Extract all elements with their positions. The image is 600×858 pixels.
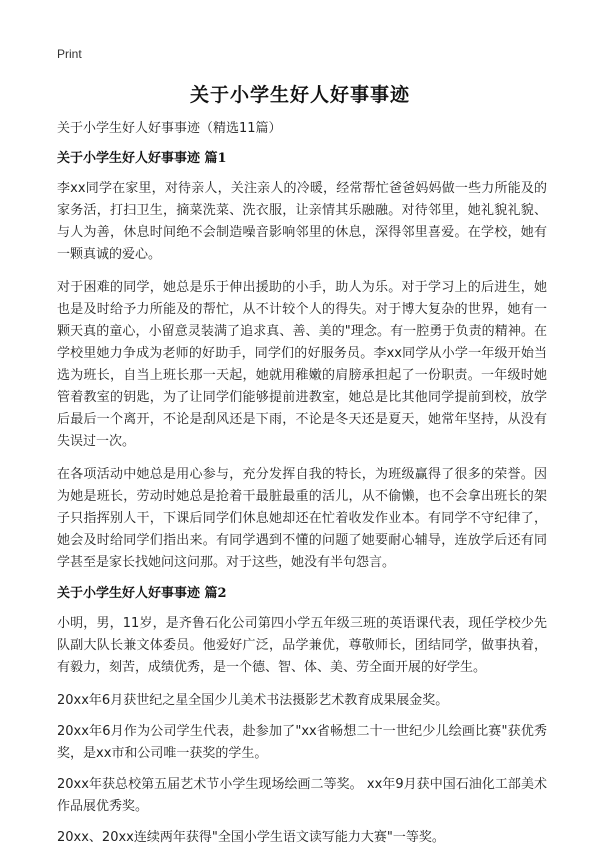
paragraph: 李xx同学在家里，对待亲人，关注亲人的冷暖，经常帮忙爸爸妈妈做一些力所能及的家务活，打扫卫生，摘菜洗菜、洗衣服，让亲情其乐融融。对待邻里，她礼貌礼貌、与人为善，休息时间绝不会制造噪音影响邻里的休息，深得邻里喜爱。在学校，她有一颗真诚的爱心。: [57, 181, 547, 262]
document-title: 关于小学生好人好事事迹: [189, 84, 410, 106]
paragraph: 20xx年6月作为公司学生代表，赴参加了"xx省畅想二十一世纪少儿绘画比赛"获优秀奖，是xx市和公司唯一获奖的学生。: [57, 724, 547, 761]
section-heading: 关于小学生好人好事事迹 篇1: [57, 151, 227, 166]
paragraph: 小明，男，11岁，是齐鲁石化公司第四小学五年级三班的英语课代表，现任学校少先队副大队长兼文体委员。他爱好广泛，品学兼优，尊敬师长，团结同学，做事执着，有毅力，刻苦，成绩优秀，是一个德、智、体、美、劳全面开展的好学生。: [57, 616, 547, 675]
section-2: [57, 585, 547, 849]
paragraph: 20xx、20xx连续两年获得"全国小学生语文读写能力大赛"一等奖。: [57, 830, 445, 845]
document-subtitle: 关于小学生好人好事事迹（精选11篇）: [57, 121, 282, 136]
paragraph: 在各项活动中她总是用心参与，充分发挥自我的特长，为班级赢得了很多的荣誉。因为她是班长，劳动时她总是抢着干最脏最重的活儿，从不偷懒，也不会拿出班长的架子只指挥别人干，下课后同学们休息她却还在忙着收发作业本。有同学不守纪律了，她会及时给同学们指出来。有同学遇到不懂的问题了她要耐心辅导，连放学后还有同学甚至是家长找她问这问那。对于这些，她没有半句怨言。: [57, 467, 547, 570]
paragraph: 20xx年6月获世纪之星全国少儿美术书法摄影艺术教育成果展金奖。: [57, 693, 449, 708]
paragraph: 对于困难的同学，她总是乐于伸出援助的小手，助人为乐。对于学习上的后进生，她也是及时给予力所能及的帮忙，从不计较个人的得失。对于博大复杂的世界，她有一颗天真的童心，小留意灵装满了追求真、善、美的"理念。有一腔勇于负责的精神。在学校里她力争成为老师的好助手，同学们的好服务员。李xx同学从小学一年级开始当选为班长，自当上班长那一天起，她就用稚嫩的肩膀承担起了一份职责。一年级时她管着教室的钥匙，为了让同学们能够提前进教室，她总是比其他同学提前到校，放学后最后一个离开，不论是刮风还是下雨，不论是冬天还是夏天，她常年坚持，从没有失误过一次。: [57, 280, 547, 449]
paragraph: 20xx年获总校第五届艺术节小学生现场绘画二等奖。 xx年9月获中国石油化工部美术作品展优秀奖。: [57, 777, 547, 814]
document-body: [57, 120, 547, 858]
section-heading: 关于小学生好人好事事迹 篇2: [57, 586, 227, 601]
print-link[interactable]: Print: [57, 47, 82, 61]
section-1: [57, 150, 547, 574]
